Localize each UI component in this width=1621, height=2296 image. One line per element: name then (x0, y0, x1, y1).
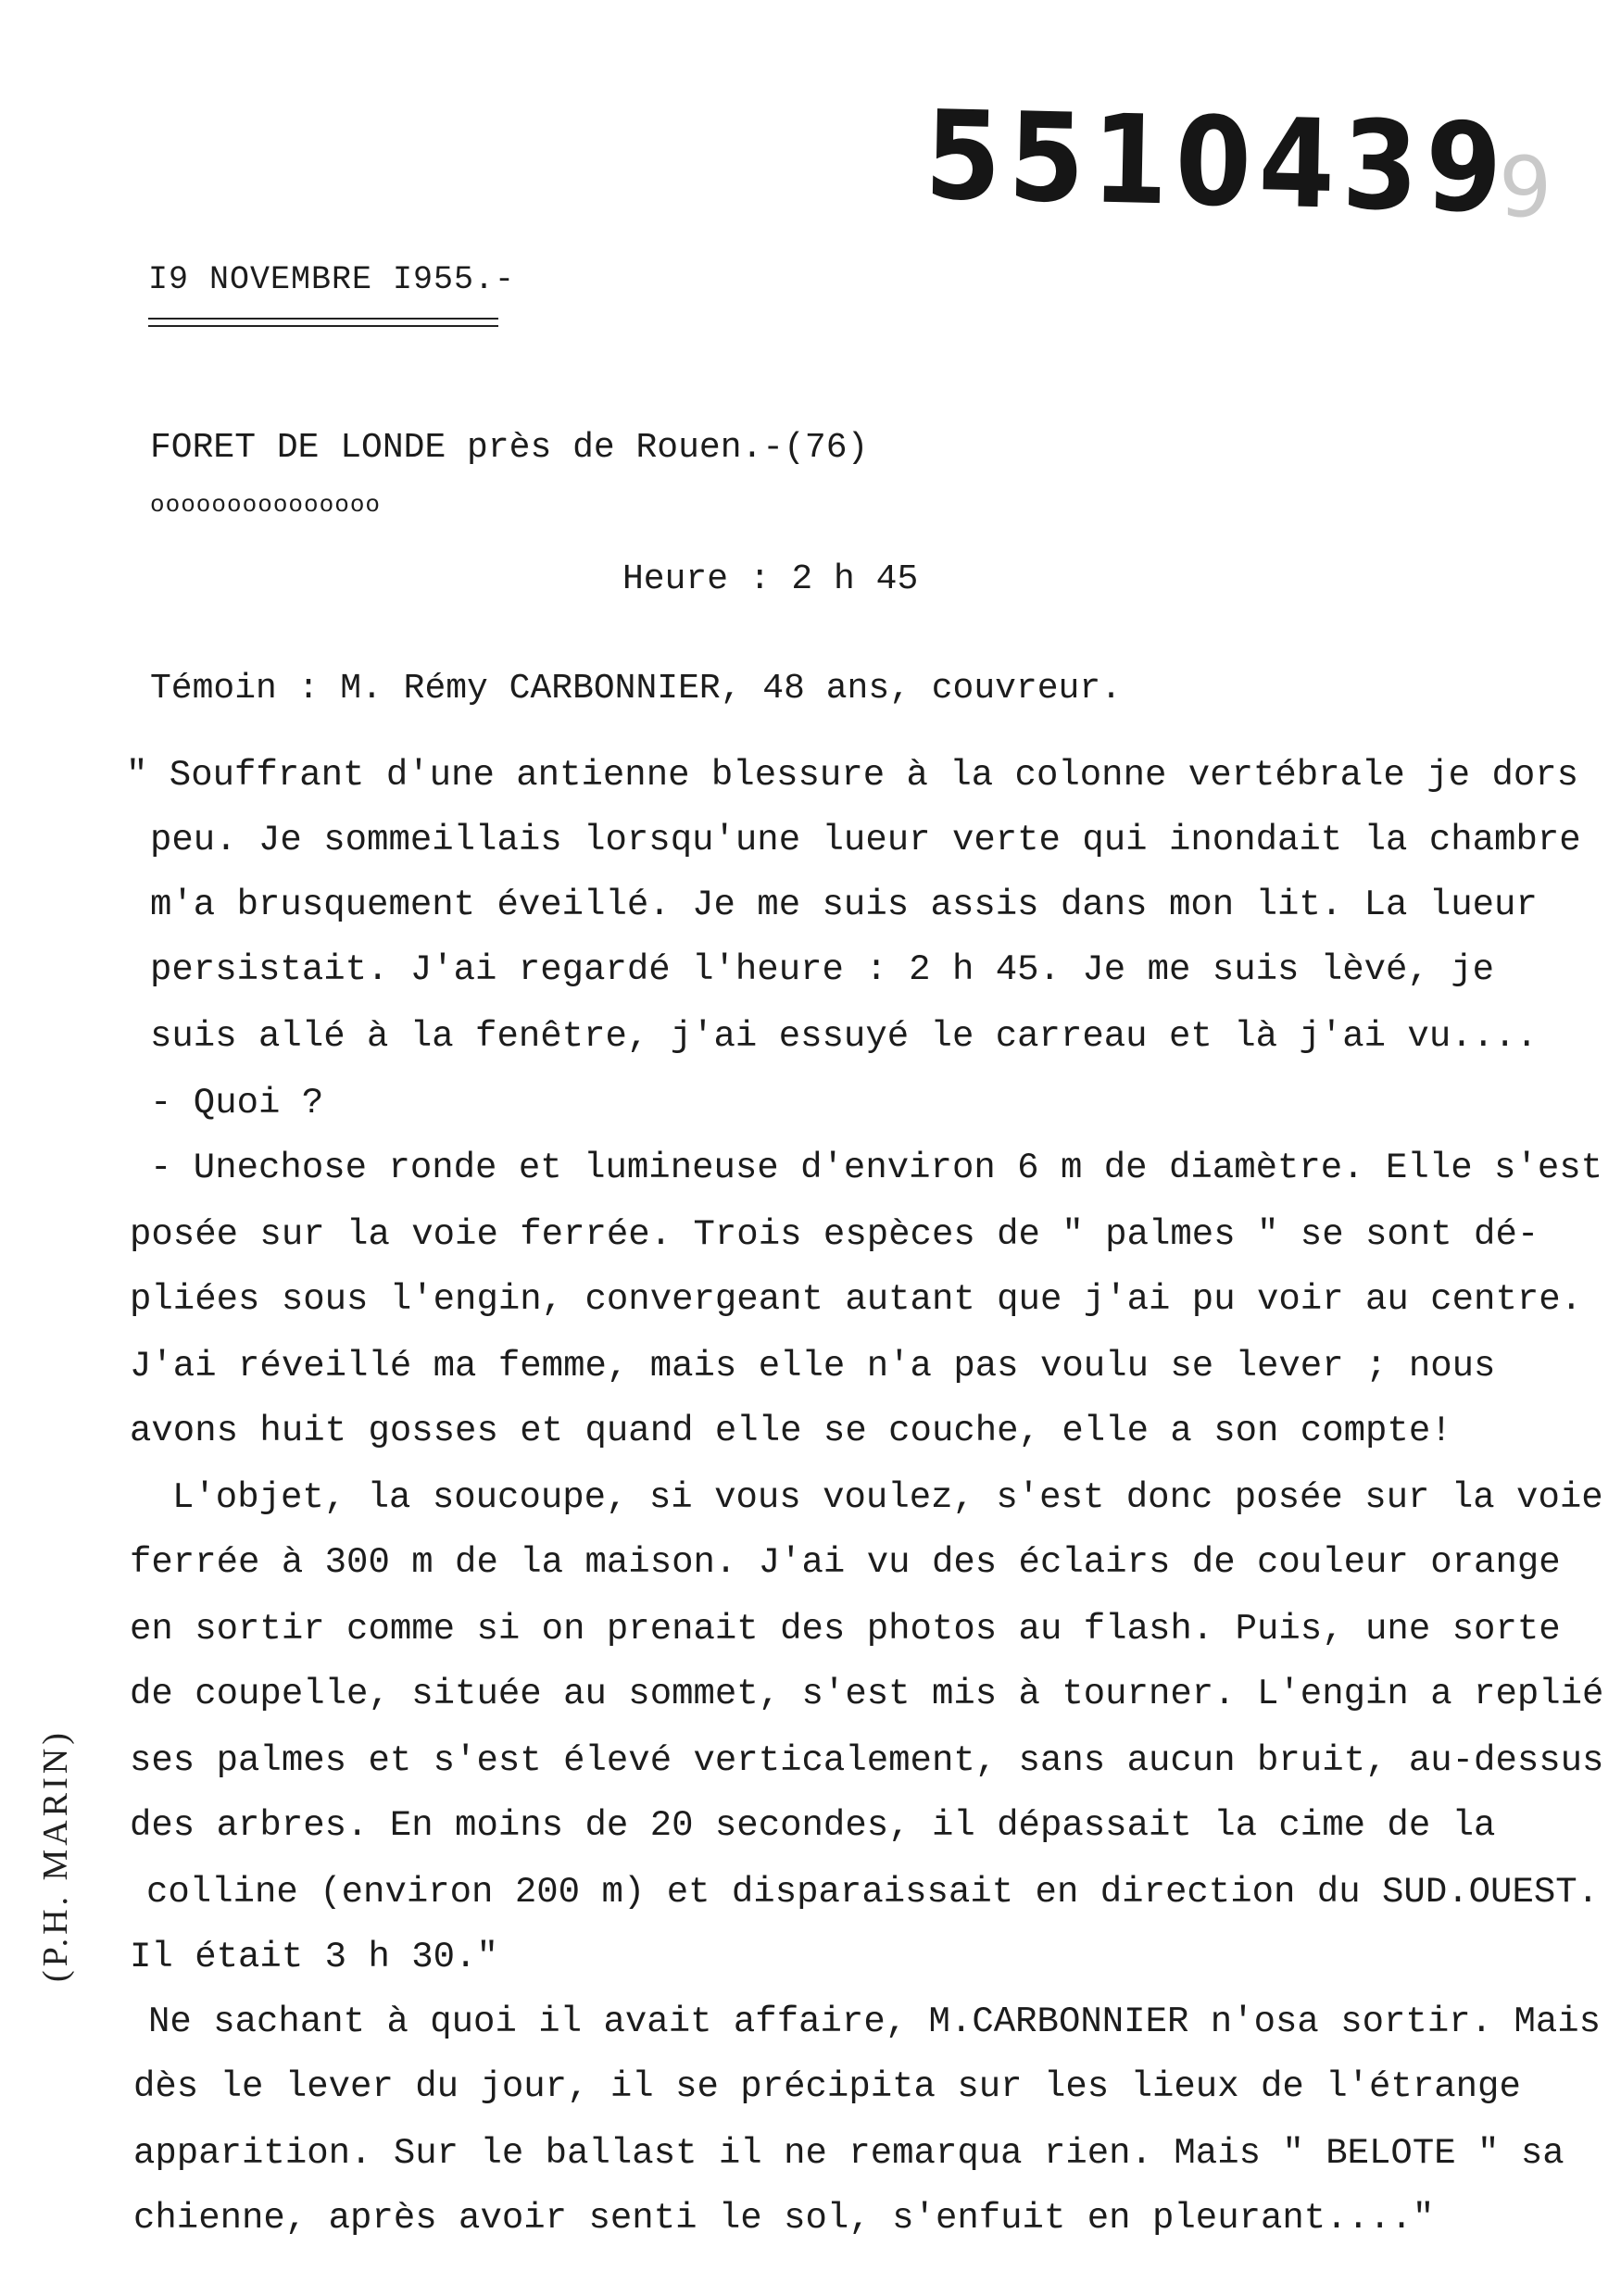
body-line: posée sur la voie ferrée. Trois espèces de " palmes " se sont dé- (130, 1214, 1539, 1255)
body-line: L'objet, la soucoupe, si vous voulez, s'est donc posée sur la voie (172, 1477, 1603, 1518)
separator-circles: ooooooooooooooo (150, 491, 382, 519)
body-line: J'ai réveillé ma femme, mais elle n'a pas voulu se lever ; nous (130, 1346, 1496, 1386)
body-line: pliées sous l'engin, convergeant autant que j'ai pu voir au centre. (130, 1279, 1583, 1320)
body-line: en sortir comme si on prenait des photos au flash. Puis, une sorte (130, 1609, 1561, 1650)
body-line: ferrée à 300 m de la maison. J'ai vu des éclairs de couleur orange (130, 1542, 1561, 1583)
body-line: chienne, après avoir senti le sol, s'enfuit en pleurant...." (133, 2198, 1435, 2239)
body-line: ses palmes et s'est élevé verticalement, sans aucun bruit, au-dessus (130, 1740, 1604, 1781)
body-line: suis allé à la fenêtre, j'ai essuyé le carreau et là j'ai vu.... (150, 1016, 1538, 1057)
body-line: apparition. Sur le ballast il ne remarqua rien. Mais " BELOTE " sa (133, 2133, 1564, 2174)
witness-line: Témoin : M. Rémy CARBONNIER, 48 ans, couvreur. (150, 669, 1122, 709)
body-line: m'a brusquement éveillé. Je me suis assis dans mon lit. La lueur (150, 885, 1538, 925)
body-line: persistait. J'ai regardé l'heure : 2 h 45. Je me suis lèvé, je (150, 949, 1495, 990)
date-underline-1 (148, 318, 498, 320)
date-underline-2 (148, 325, 498, 327)
body-line: Il était 3 h 30." (130, 1937, 498, 1977)
body-line: peu. Je sommeillais lorsqu'une lueur verte qui inondait la chambre (150, 820, 1581, 860)
body-line: avons huit gosses et quand elle se couche, elle a son compte! (130, 1411, 1452, 1451)
time-label: Heure : 2 h 45 (622, 559, 919, 599)
document-number-faint-digit: 9 (1499, 139, 1552, 236)
margin-attribution: (P.H. MARIN) (36, 1729, 75, 1982)
body-line: des arbres. En moins de 20 secondes, il dépassait la cime de la (130, 1805, 1496, 1846)
location-heading: FORET DE LONDE près de Rouen.-(76) (150, 428, 869, 468)
document-number: 5510439 (924, 83, 1511, 241)
body-line: " Souffrant d'une antienne blessure à la colonne vertébrale je dors (126, 755, 1579, 796)
body-line: colline (environ 200 m) et disparaissait en direction du SUD.OUEST. (146, 1872, 1600, 1913)
body-line: dès le lever du jour, il se précipita sur les lieux de l'étrange (133, 2066, 1521, 2107)
body-line: Ne sachant à quoi il avait affaire, M.CARBONNIER n'osa sortir. Mais (148, 2001, 1602, 2042)
report-date: I9 NOVEMBRE I955.- (148, 261, 516, 298)
body-line: de coupelle, située au sommet, s'est mis à tourner. L'engin a replié (130, 1674, 1604, 1714)
body-line: - Quoi ? (150, 1083, 324, 1123)
body-line: - Unechose ronde et lumineuse d'environ 6 m de diamètre. Elle s'est (150, 1148, 1603, 1188)
